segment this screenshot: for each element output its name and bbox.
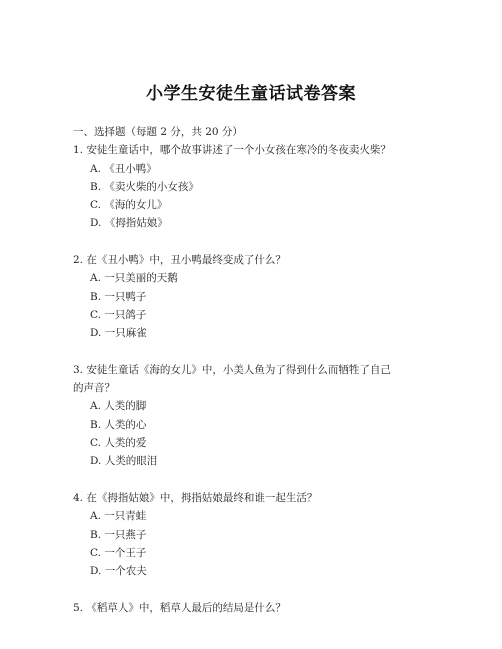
spacer xyxy=(73,471,435,489)
question-text: 4. 在《拇指姑娘》中，拇指姑娘最终和谁一起生活？ xyxy=(73,491,318,504)
option-b: B. 人类的心 xyxy=(90,418,147,431)
option-c: C. 《海的女儿》 xyxy=(90,199,168,212)
question-4 xyxy=(73,489,435,580)
option-a: A. 《丑小鸭》 xyxy=(90,162,157,175)
question-2 xyxy=(73,251,435,342)
question-text: 1. 安徒生童话中，哪个故事讲述了一个小女孩在寒冷的冬夜卖火柴？ xyxy=(73,144,391,157)
option-d: D. 一只麻雀 xyxy=(90,327,147,340)
question-text-line-1: 3. 安徒生童话《海的女儿》中，小美人鱼为了得到什么而牺牲了自己 xyxy=(73,363,391,376)
option-b: B. 一只燕子 xyxy=(90,528,147,541)
option-b: B. 《卖火柴的小女孩》 xyxy=(90,180,199,193)
spacer xyxy=(73,233,435,251)
option-b: B. 一只鸭子 xyxy=(90,290,147,303)
option-c: C. 一只鸽子 xyxy=(90,308,147,321)
option-a: A. 人类的脚 xyxy=(90,400,147,413)
spacer xyxy=(73,343,435,361)
option-d: D. 人类的眼泪 xyxy=(90,455,158,468)
option-c: C. 人类的爱 xyxy=(90,437,147,450)
section-heading: 一、选择题（每题 2 分，共 20 分） xyxy=(73,126,243,138)
option-d: D. 一个农夫 xyxy=(90,565,147,578)
spacer xyxy=(73,580,435,598)
page-title: 小学生安徒生童话试卷答案 xyxy=(146,84,356,104)
question-text: 5. 《稻草人》中，稻草人最后的结局是什么？ xyxy=(73,601,286,614)
question-text-line-2: 的声音？ xyxy=(73,382,115,395)
question-text: 2. 在《丑小鸭》中，丑小鸭最终变成了什么？ xyxy=(73,254,286,267)
exam-content xyxy=(73,123,435,617)
question-5 xyxy=(73,599,435,617)
question-3 xyxy=(73,361,435,471)
option-a: A. 一只青蛙 xyxy=(90,510,147,523)
option-a: A. 一只美丽的天鹅 xyxy=(90,272,178,285)
option-d: D. 《拇指姑娘》 xyxy=(90,217,168,230)
option-c: C. 一个王子 xyxy=(90,546,147,559)
question-1 xyxy=(73,141,435,232)
